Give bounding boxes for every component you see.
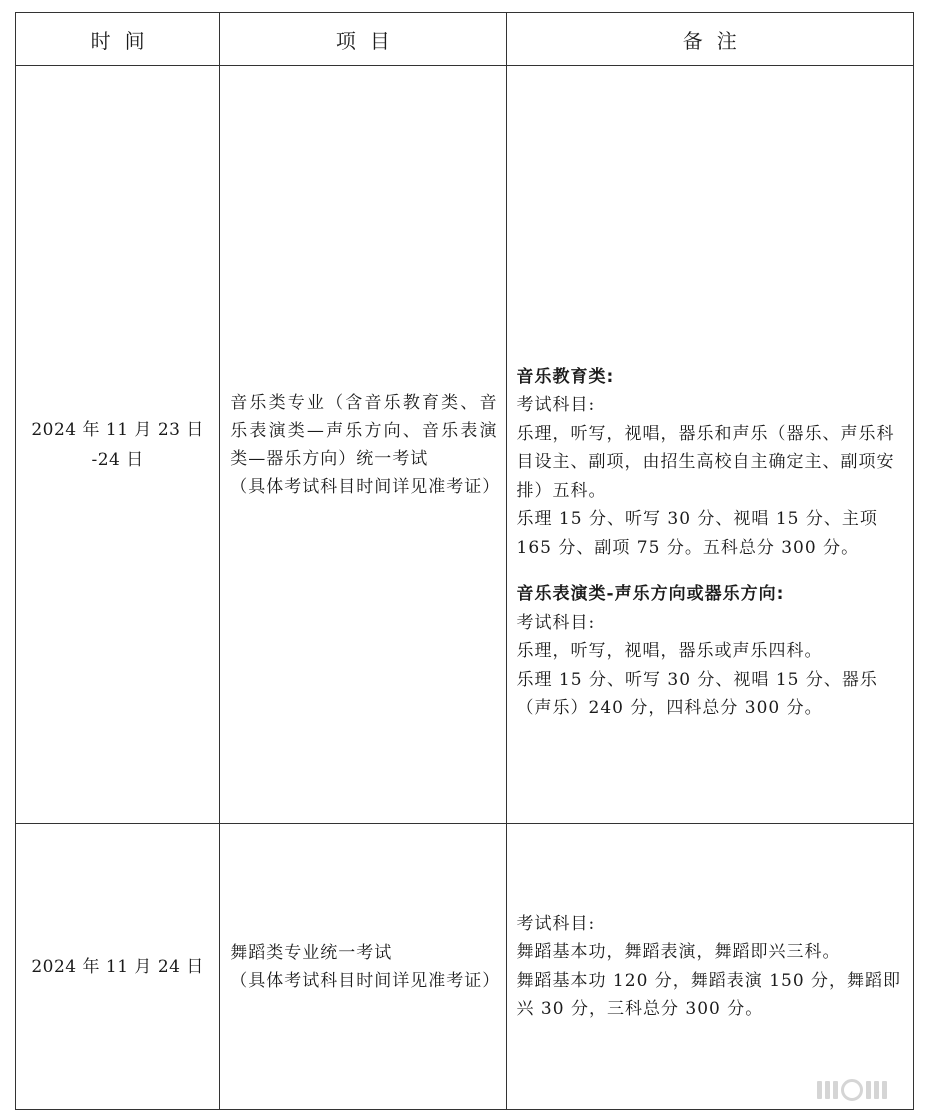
note-subjects-label: 考试科目: (516, 395, 596, 415)
schedule-table (15, 12, 914, 1110)
header-time: 时间 (16, 13, 220, 66)
note-heading: 音乐表演类-声乐方向或器乐方向: (516, 584, 785, 604)
time-line: 2024 年 11 月 23 日 (31, 419, 204, 440)
item-cell (220, 66, 506, 824)
time-line: 2024 年 11 月 24 日 (31, 956, 204, 977)
time-cell (16, 824, 220, 1110)
table-row (16, 824, 914, 1110)
item-title: 音乐类专业（含音乐教育类、音乐表演类—声乐方向、音乐表演类—器乐方向）统一考试 (230, 392, 498, 469)
item-title: 舞蹈类专业统一考试 (230, 942, 393, 963)
table-row (16, 66, 914, 824)
header-item: 项目 (220, 13, 506, 66)
time-cell (16, 66, 220, 824)
watermark-logo (817, 1079, 909, 1101)
item-cell (220, 824, 506, 1110)
item-note: （具体考试科目时间详见准考证） (230, 476, 501, 497)
note-subjects: 乐理，听写，视唱，器乐和声乐（器乐、声乐科目设主、副项，由招生高校自主确定主、副项安排）五科。 (516, 423, 895, 501)
time-line: -24 日 (91, 449, 144, 470)
note-cell (506, 824, 913, 1110)
header-row (16, 13, 914, 66)
header-note: 备注 (506, 13, 913, 66)
note-scores: 舞蹈基本功 120 分，舞蹈表演 150 分，舞蹈即兴 30 分，三科总分 300 分。 (516, 970, 902, 1019)
note-heading: 音乐教育类: (516, 366, 615, 387)
item-note: （具体考试科目时间详见准考证） (230, 970, 501, 991)
note-scores: 乐理 15 分、听写 30 分、视唱 15 分、器乐（声乐）240 分，四科总分 300 分。 (516, 669, 878, 718)
note-cell (506, 66, 913, 824)
note-subjects: 乐理，听写，视唱，器乐或声乐四科。 (516, 641, 823, 661)
note-subjects-label: 考试科目: (516, 612, 596, 633)
note-scores: 乐理 15 分、听写 30 分、视唱 15 分、主项 165 分、副项 75 分。五科总分 300 分。 (516, 509, 878, 558)
note-subjects-label: 考试科目: (516, 913, 596, 934)
note-subjects: 舞蹈基本功，舞蹈表演，舞蹈即兴三科。 (516, 942, 841, 962)
